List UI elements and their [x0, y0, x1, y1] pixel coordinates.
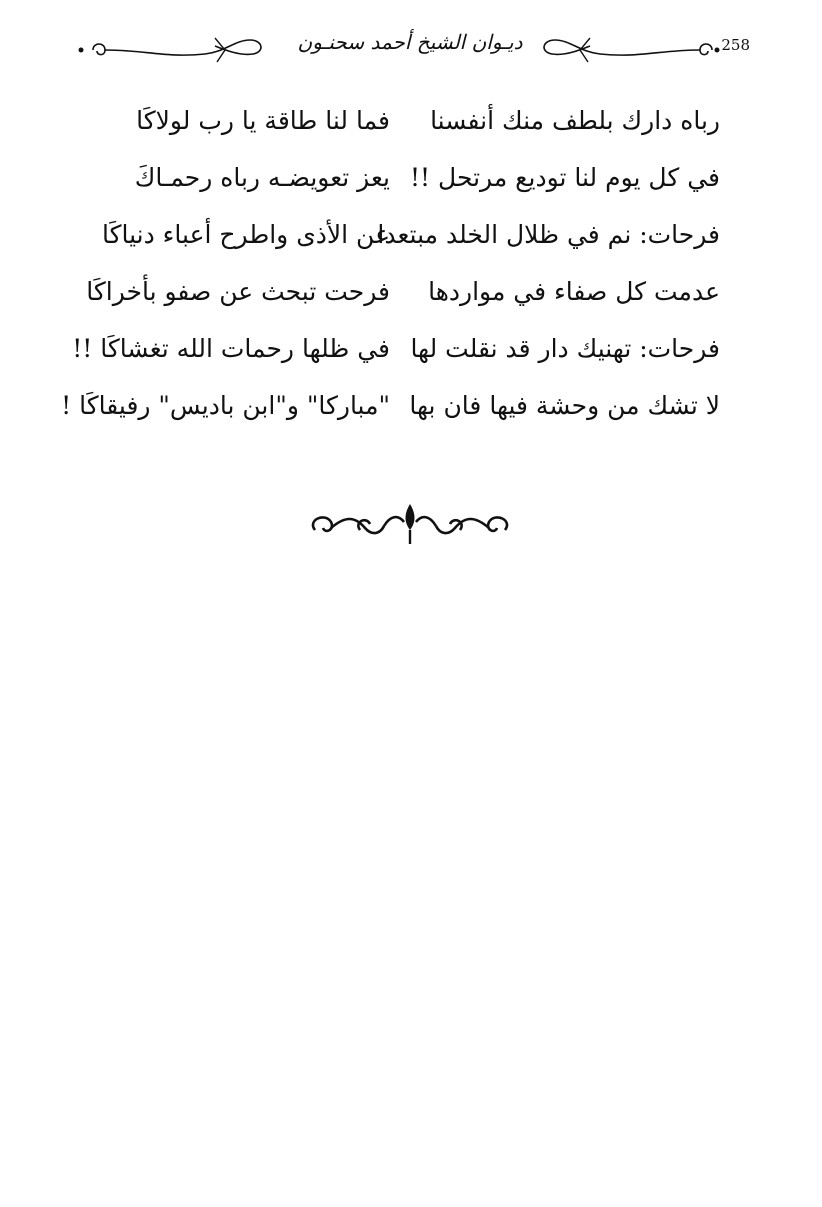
verse — [61, 377, 720, 434]
second-hemistich: في ظلها رحمات الله تغشاكَا !! — [72, 334, 390, 363]
poem — [61, 92, 720, 434]
first-hemistich: عدمت كل صفاء في مواردها — [428, 277, 720, 306]
fleuron-ornament-icon — [300, 500, 520, 550]
first-hemistich: رباه دارك بلطف منك أنفسنا — [430, 106, 720, 135]
second-hemistich: عن الأذى واطرح أعباء دنياكَا — [101, 220, 390, 249]
page-header — [60, 22, 760, 78]
verse — [100, 206, 720, 263]
scroll-flourish-icon — [530, 28, 720, 68]
verse — [72, 320, 720, 377]
verse — [100, 149, 720, 206]
page-number: 258 — [721, 36, 750, 54]
second-hemistich: فرحت تبحث عن صفو بأخراكَا — [86, 277, 390, 306]
running-title: ديـوان الشيخ أحمد سحنـون — [297, 30, 523, 54]
first-hemistich: فرحات: تهنيك دار قد نقلت لها — [410, 334, 720, 363]
first-hemistich: فرحات: نم في ظلال الخلد مبتعدا — [377, 220, 720, 249]
first-hemistich: في كل يوم لنا توديع مرتحل !! — [409, 163, 720, 192]
verse — [100, 92, 720, 149]
second-hemistich: "مباركا" و"ابن باديس" رفيقاكَا ! — [61, 391, 390, 420]
first-hemistich: لا تشك من وحشة فيها فان بها — [409, 391, 720, 420]
verse — [86, 263, 720, 320]
second-hemistich: يعز تعويضـه رباه رحمـاكَ — [134, 163, 390, 192]
second-hemistich: فما لنا طاقة يا رب لولاكَا — [136, 106, 390, 135]
